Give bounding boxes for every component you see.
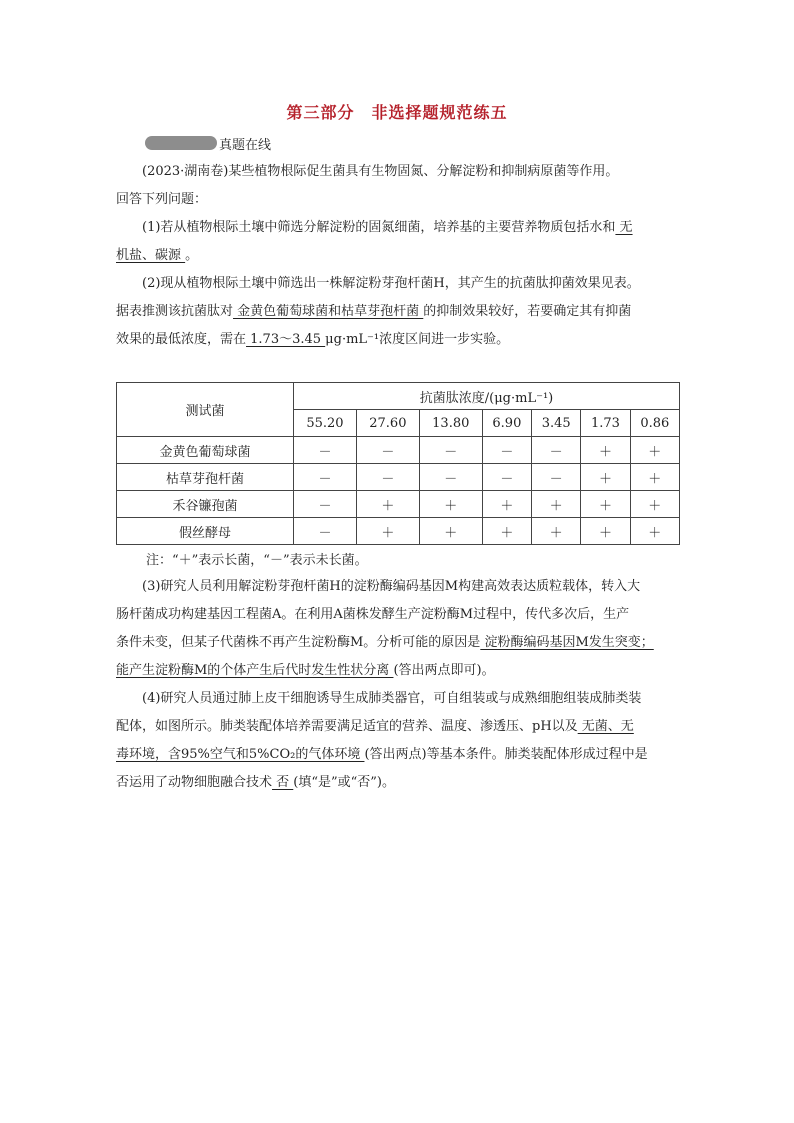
- q3-line-4: [116, 657, 682, 685]
- question-2: [116, 270, 682, 354]
- q3-line-3: [116, 629, 682, 657]
- q2-answer-2: 1.73～3.45: [246, 332, 326, 347]
- concentration-cell: 3.45: [532, 410, 581, 437]
- table-row: [117, 518, 680, 545]
- table-cell: －: [419, 464, 482, 491]
- page-title: 第三部分 非选择题规范练五: [286, 103, 508, 122]
- organism-name: 假丝酵母: [117, 518, 294, 545]
- q3-line3-a: 条件未变，但某子代菌株不再产生淀粉酶M。分析可能的原因是: [116, 635, 481, 650]
- question-4: [116, 685, 682, 797]
- concentration-cell: 6.90: [482, 410, 531, 437]
- q1-line-2: [116, 242, 682, 270]
- table-cell: ＋: [581, 518, 630, 545]
- concentration-cell: 27.60: [356, 410, 419, 437]
- table-cell: －: [294, 464, 357, 491]
- q3-line-1: (3)研究人员利用解淀粉芽孢杆菌H的淀粉酶编码基因M构建高效表达质粒载体，转入大: [142, 579, 641, 594]
- concentration-cell: 13.80: [419, 410, 482, 437]
- q2-line-2: [116, 298, 682, 326]
- q4-line-2: [116, 713, 682, 741]
- table-note: 注：“＋”表示长菌，“－”表示未长菌。: [146, 553, 368, 568]
- table-cell: ＋: [482, 518, 531, 545]
- table-cell: ＋: [356, 518, 419, 545]
- table-row: [117, 464, 680, 491]
- section-label: 真题在线: [219, 137, 272, 153]
- q4-answer-c: 否: [272, 775, 294, 790]
- section-badge: [145, 136, 217, 150]
- table-cell: －: [532, 464, 581, 491]
- q3-answer-b: 能产生淀粉酶M的个体产生后代时发生性状分离: [116, 663, 394, 678]
- q2-line2-a: 据表推测该抗菌肽对: [116, 304, 234, 319]
- table-cell: ＋: [419, 491, 482, 518]
- table-cell: ＋: [482, 491, 531, 518]
- q2-line3-a: 效果的最低浓度，需在: [116, 332, 247, 347]
- organism-name: 禾谷镰孢菌: [117, 491, 294, 518]
- intro-paragraph: [116, 158, 682, 214]
- organism-name: 枯草芽孢杆菌: [117, 464, 294, 491]
- table-cell: ＋: [581, 491, 630, 518]
- table-cell: ＋: [532, 491, 581, 518]
- q3-line-2: 肠杆菌成功构建基因工程菌A。在利用A菌株发酵生产淀粉酶M过程中，传代多次后，生产: [116, 607, 630, 622]
- q4-answer-a: 无菌、无: [577, 719, 634, 734]
- q1-line-1: [116, 214, 682, 242]
- q1-answer-b: 机盐、碳源: [116, 248, 186, 263]
- table-cell: －: [294, 437, 357, 464]
- table-cell: －: [294, 518, 357, 545]
- table-cell: －: [532, 437, 581, 464]
- section-header: [145, 134, 271, 152]
- table-cell: ＋: [532, 518, 581, 545]
- q2-line3-b: μg·mL⁻¹浓度区间进一步实验。: [325, 332, 510, 347]
- table-cell: ＋: [630, 464, 679, 491]
- table-row-header: 测试菌: [117, 383, 294, 437]
- table-cell: －: [294, 491, 357, 518]
- antibacterial-table: [116, 382, 680, 545]
- q4-line4-b: (填“是”或“否”)。: [293, 775, 396, 790]
- q4-line4-a: 否运用了动物细胞融合技术: [116, 775, 273, 790]
- q2-line2-b: 的抑制效果较好，若要确定其有抑菌: [423, 304, 632, 319]
- table-row: [117, 491, 680, 518]
- intro-line-2: 回答下列问题：: [116, 192, 208, 207]
- q4-line2-text: 配体，如图所示。肺类装配体培养需要满足适宜的营养、温度、渗透压、pH以及: [116, 719, 578, 734]
- table-cell: －: [482, 464, 531, 491]
- q4-line3-b: (答出两点)等基本条件。肺类装配体形成过程中是: [364, 747, 648, 762]
- q4-line-1: (4)研究人员通过肺上皮干细胞诱导生成肺类器官，可自组装或与成熟细胞组装成肺类装: [142, 691, 642, 706]
- table-cell: －: [356, 437, 419, 464]
- q1-text-a: (1)若从植物根际土壤中筛选分解淀粉的固氮细菌，培养基的主要营养物质包括水和: [142, 220, 616, 235]
- table-cell: －: [356, 464, 419, 491]
- concentration-cell: 1.73: [581, 410, 630, 437]
- q1-answer-a: 无: [615, 220, 633, 235]
- table-cell: ＋: [581, 464, 630, 491]
- table-header-row: [117, 383, 680, 410]
- table-cell: ＋: [419, 518, 482, 545]
- q3-line4-b: (答出两点即可)。: [393, 663, 495, 678]
- table-cell: ＋: [581, 437, 630, 464]
- table-cell: ＋: [630, 437, 679, 464]
- question-3: [116, 573, 682, 685]
- q1-text-b: 。: [185, 248, 199, 263]
- q2-answer-1: 金黄色葡萄球菌和枯草芽孢杆菌: [233, 304, 424, 319]
- concentration-cell: 0.86: [630, 410, 679, 437]
- intro-line-1: (2023·湖南卷)某些植物根际促生菌具有生物固氮、分解淀粉和抑制病原菌等作用。: [142, 164, 619, 179]
- q3-answer-a: 淀粉酶编码基因M发生突变；: [480, 635, 654, 650]
- table-cell: ＋: [630, 518, 679, 545]
- table-cell: －: [419, 437, 482, 464]
- table-cell: ＋: [630, 491, 679, 518]
- table-cell: ＋: [356, 491, 419, 518]
- q2-line-3: [116, 326, 682, 354]
- concentration-cell: 55.20: [294, 410, 357, 437]
- q2-line-1: (2)现从植物根际土壤中筛选出一株解淀粉芽孢杆菌H，其产生的抗菌肽抑菌效果见表。: [142, 276, 640, 291]
- q4-answer-b: 毒环境，含95%空气和5%CO₂的气体环境: [116, 747, 365, 762]
- table-cell: －: [482, 437, 531, 464]
- organism-name: 金黄色葡萄球菌: [117, 437, 294, 464]
- question-1: [116, 214, 682, 270]
- q4-line-4: [116, 769, 682, 797]
- q4-line-3: [116, 741, 682, 769]
- table-row: [117, 437, 680, 464]
- table-col-group-header: 抗菌肽浓度/(μg·mL⁻¹): [294, 383, 680, 410]
